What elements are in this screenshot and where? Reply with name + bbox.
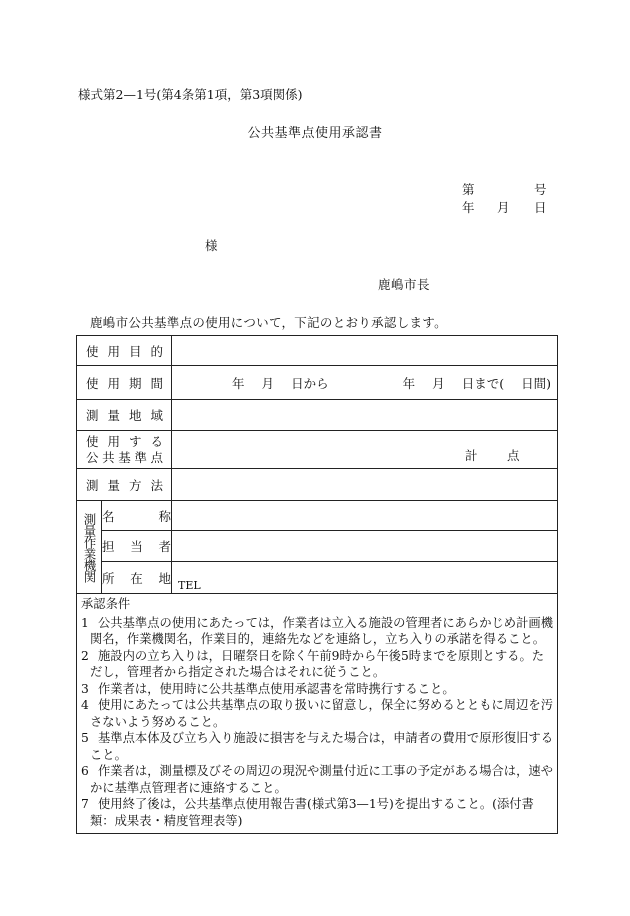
row-conditions xyxy=(77,594,558,834)
condition-item xyxy=(81,697,553,730)
issuer-name: 鹿嶋市長 xyxy=(378,277,431,292)
agency-name-field[interactable] xyxy=(172,501,558,531)
points-label-line1: 使用する xyxy=(86,433,164,449)
condition-number: 1 xyxy=(81,615,89,630)
agency-label-cell xyxy=(77,501,102,594)
condition-text: 使用終了後は，公共基準点使用報告書(様式第3—1号)を提出すること。(添付書類：成果表・精度管理表等) xyxy=(90,797,534,828)
area-field[interactable] xyxy=(172,400,558,431)
condition-text: 施設内の立ち入りは，日曜祭日を除く午前9時から午後5時までを原則とする。ただし，管理者から指定された場合はそれに従うこと。 xyxy=(90,648,545,679)
row-method xyxy=(77,469,558,501)
condition-text: 基準点本体及び立ち入り施設に損害を与えた場合は，申請者の費用で原形復旧すること。 xyxy=(90,731,553,762)
row-period xyxy=(77,366,558,400)
condition-number: 2 xyxy=(81,648,89,663)
period-month1: 月 xyxy=(261,375,275,391)
condition-item xyxy=(81,648,553,681)
condition-item xyxy=(81,615,553,648)
period-until: 日まで( xyxy=(461,375,505,391)
period-from: 日から xyxy=(291,375,329,391)
points-field[interactable] xyxy=(172,431,558,469)
agency-address-label: 所在地 xyxy=(102,562,172,594)
conditions-list xyxy=(81,615,553,830)
agency-person-label: 担当者 xyxy=(102,531,172,562)
agency-person-field[interactable] xyxy=(172,531,558,562)
row-points xyxy=(77,431,558,469)
condition-text: 使用にあたっては公共基準点の取り扱いに留意し，保全に努めるとともに周辺を汚さないよう努めること。 xyxy=(90,698,553,729)
condition-number: 6 xyxy=(81,764,89,778)
date-month-label: 月 xyxy=(497,200,510,215)
condition-number: 4 xyxy=(81,698,89,712)
condition-number: 5 xyxy=(81,731,89,745)
period-year2: 年 xyxy=(402,375,416,391)
row-agency-name xyxy=(77,501,558,531)
purpose-field[interactable] xyxy=(172,336,558,366)
condition-item xyxy=(81,730,553,763)
period-year1: 年 xyxy=(232,375,245,391)
period-field[interactable] xyxy=(172,366,558,400)
purpose-label: 使用目的 xyxy=(77,336,172,366)
condition-item xyxy=(81,763,553,796)
intro-text: 鹿嶋市公共基準点の使用について，下記のとおり承認します。 xyxy=(90,315,447,330)
date-day-label: 日 xyxy=(534,200,547,215)
row-purpose xyxy=(77,336,558,366)
number-prefix: 第 xyxy=(462,182,475,197)
approval-form-table xyxy=(76,335,558,834)
date-year-label: 年 xyxy=(462,200,475,215)
period-month2: 月 xyxy=(432,375,445,391)
number-suffix: 号 xyxy=(534,182,547,197)
area-label: 測量地域 xyxy=(77,400,172,431)
period-label: 使用期間 xyxy=(77,366,172,400)
points-count-ten: 点 xyxy=(507,447,520,463)
condition-item xyxy=(81,796,553,829)
condition-text: 公共基準点の使用にあたっては，作業者は立入る施設の管理者にあらかじめ計画機関名，作業機関名，作業目的，連絡先などを連絡し，立ち入りの承諾を得ること。 xyxy=(90,615,553,646)
agency-label: 測量作業機関 xyxy=(82,512,97,582)
agency-address-field[interactable] xyxy=(172,562,558,594)
method-label: 測量方法 xyxy=(77,469,172,501)
tel-label: TEL xyxy=(178,578,201,592)
condition-number: 3 xyxy=(81,681,89,696)
conditions-heading: 承認条件 xyxy=(81,597,131,611)
period-days: 日間) xyxy=(521,375,551,391)
conditions-cell xyxy=(77,594,558,834)
agency-name-label: 名称 xyxy=(102,501,172,531)
condition-text: 作業者は，使用時に公共基準点使用承認書を常時携行すること。 xyxy=(98,681,455,696)
row-agency-address xyxy=(77,562,558,594)
condition-item xyxy=(81,681,553,698)
points-label xyxy=(77,431,172,469)
condition-number: 7 xyxy=(81,797,89,811)
addressee-suffix: 様 xyxy=(205,238,218,253)
row-agency-person xyxy=(77,531,558,562)
condition-text: 作業者は，測量標及びその周辺の現況や測量付近に工事の予定がある場合は，速やかに基準点管理者に連絡すること。 xyxy=(90,764,553,795)
document-title: 公共基準点使用承認書 xyxy=(247,126,383,141)
method-field[interactable] xyxy=(172,469,558,501)
row-area xyxy=(77,400,558,431)
points-count-kei: 計 xyxy=(465,447,478,463)
points-label-line2: 公共基準点 xyxy=(86,449,164,465)
form-number: 様式第2—1号(第4条第1項，第3項関係) xyxy=(78,87,303,102)
